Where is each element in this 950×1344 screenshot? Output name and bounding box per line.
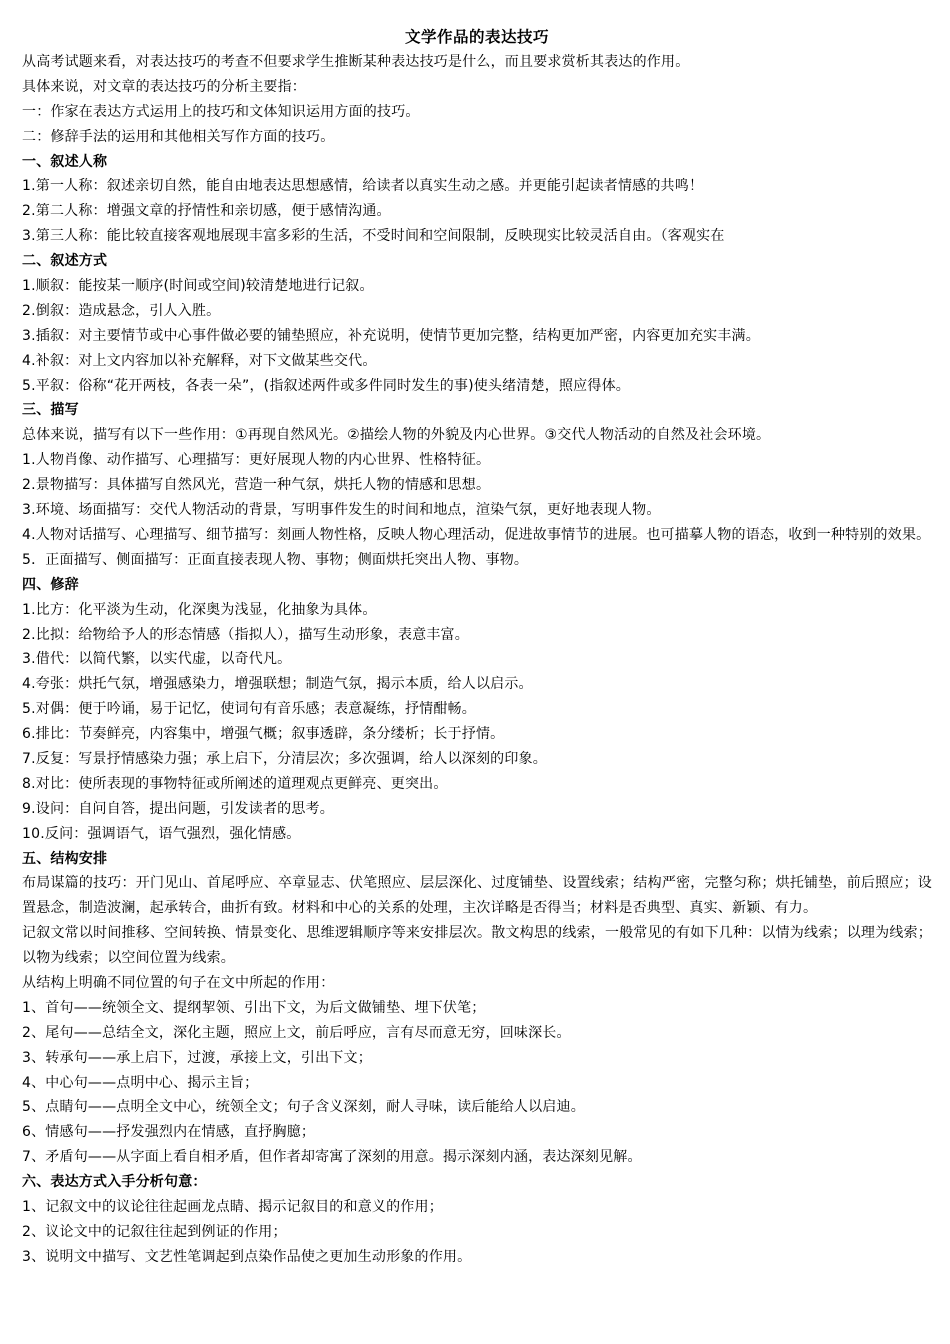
- text-line: 5．正面描写、侧面描写：正面直接表现人物、事物；侧面烘托突出人物、事物。: [22, 551, 529, 568]
- text-line: 4、中心句——点明中心、揭示主旨；: [22, 1074, 259, 1091]
- document-body: [22, 50, 932, 1270]
- text-line: 7.反复：写景抒情感染力强；承上启下，分清层次；多次强调，给人以深刻的印象。: [22, 750, 547, 767]
- text-line: 总体来说，描写有以下一些作用：①再现自然风光。②描绘人物的外貌及内心世界。③交代人物活动的自然及社会环境。: [22, 427, 771, 444]
- text-line: 10.反问：强调语气，语气强烈，强化情感。: [22, 825, 301, 842]
- text-line: 9.设问：自问自答，提出问题，引发读者的思考。: [22, 800, 334, 817]
- section-heading: 二、叙述方式: [22, 253, 108, 270]
- text-line: 2.比拟：给物给予人的形态情感（指拟人），描写生动形象，表意丰富。: [22, 626, 469, 643]
- text-line: 2.倒叙：造成悬念，引人入胜。: [22, 302, 221, 319]
- text-line: 6.排比：节奏鲜亮，内容集中，增强气概；叙事透辟，条分缕析；长于抒情。: [22, 726, 505, 743]
- text-line: 从高考试题来看，对表达技巧的考查不但要求学生推断某种表达技巧是什么，而且要求赏析其表达的作用。: [22, 54, 690, 70]
- section-heading: 三、描写: [22, 402, 79, 419]
- text-line: 6、情感句——抒发强烈内在情感，直抒胸臆；: [22, 1124, 316, 1141]
- section-heading: 四、修辞: [22, 576, 79, 593]
- text-line: 3、说明文中描写、文艺性笔调起到点染作品使之更加生动形象的作用。: [22, 1248, 472, 1265]
- text-line: 3.环境、场面描写：交代人物活动的背景，写明事件发生的时间和地点，渲染气氛，更好地表现人物。: [22, 502, 661, 519]
- text-line: 记叙文常以时间推移、空间转换、情景变化、思维逻辑顺序等来安排层次。散文构思的线索，一般常见的有如下几种：以情为线索；以理为线索；以物为线索；以空间位置为线索。: [22, 925, 932, 967]
- text-line: 4.补叙：对上文内容加以补充解释，对下文做某些交代。: [22, 352, 377, 369]
- text-line: 从结构上明确不同位置的句子在文中所起的作用：: [22, 975, 335, 992]
- text-line: 3.插叙：对主要情节或中心事件做必要的铺垫照应，补充说明，使情节更加完整，结构更加严密，内容更加充实丰满。: [22, 327, 760, 344]
- text-line: 1、首句——统领全文、提纲挈领、引出下文，为后文做铺垫、埋下伏笔；: [22, 999, 486, 1016]
- text-line: 7、矛盾句——从字面上看自相矛盾，但作者却寄寓了深刻的用意。揭示深刻内涵，表达深刻见解。: [22, 1149, 642, 1166]
- text-line: 一：作家在表达方式运用上的技巧和文体知识运用方面的技巧。: [22, 103, 420, 120]
- text-line: 5、点睛句——点明全文中心，统领全文；句子含义深刻，耐人寻味，读后能给人以启迪。: [22, 1099, 585, 1116]
- section-heading: 一、叙述人称: [22, 153, 108, 170]
- page-title: 文学作品的表达技巧: [404, 28, 549, 46]
- text-line: 5.平叙：俗称“花开两枝，各表一朵”，(指叙述两件或多件同时发生的事)使头绪清楚，照应得体。: [22, 377, 630, 394]
- section-heading: 六、表达方式入手分析句意：: [22, 1174, 207, 1191]
- text-line: 2、议论文中的记叙往往起到例证的作用；: [22, 1223, 287, 1240]
- text-line: 3、转承句——承上启下，过渡，承接上文，引出下文；: [22, 1049, 372, 1066]
- text-line: 2.景物描写：具体描写自然风光，营造一种气氛，烘托人物的情感和思想。: [22, 477, 491, 494]
- text-line: 1.顺叙：能按某一顺序(时间或空间)较清楚地进行记叙。: [22, 278, 374, 295]
- text-line: 1.比方：化平淡为生动，化深奥为浅显，化抽象为具体。: [22, 601, 377, 618]
- text-line: 2、尾句——总结全文，深化主题，照应上文，前后呼应，言有尽而意无穷，回味深长。: [22, 1024, 571, 1041]
- text-line: 4.人物对话描写、心理描写、细节描写：刻画人物性格，反映人物心理活动，促进故事情节的进展。也可描摹人物的语态，收到一种特别的效果。: [22, 526, 931, 543]
- text-line: 1、记叙文中的议论往往起画龙点睛、揭示记叙目的和意义的作用；: [22, 1199, 443, 1216]
- text-line: 8.对比：使所表现的事物特征或所阐述的道理观点更鲜亮、更突出。: [22, 775, 448, 792]
- text-line: 布局谋篇的技巧：开门见山、首尾呼应、卒章显志、伏笔照应、层层深化、过度铺垫、设置线索；结构严密，完整匀称；烘托铺垫，前后照应；设置悬念，制造波澜，起承转合，曲折有致。材料和中心的关系的处理，主次详略是否得当；材料是否典型、真实、新颖、有力。: [22, 875, 932, 917]
- text-line: 5.对偶：便于吟诵，易于记忆，使词句有音乐感；表意凝练，抒情酣畅。: [22, 701, 476, 718]
- text-line: 1.人物肖像、动作描写、心理描写：更好展现人物的内心世界、性格特征。: [22, 452, 491, 469]
- text-line: 3.第三人称：能比较直接客观地展现丰富多彩的生活，不受时间和空间限制，反映现实比较灵活自由。（客观实在: [22, 228, 725, 245]
- text-line: 具体来说，对文章的表达技巧的分析主要指：: [22, 78, 306, 95]
- section-heading: 五、结构安排: [22, 850, 108, 867]
- text-line: 3.借代：以简代繁，以实代虚，以奇代凡。: [22, 651, 292, 668]
- text-line: 2.第二人称：增强文章的抒情性和亲切感，便于感情沟通。: [22, 203, 391, 220]
- text-line: 1.第一人称：叙述亲切自然，能自由地表达思想感情，给读者以真实生动之感。并更能引起读者情感的共鸣！: [22, 178, 704, 195]
- text-line: 4.夸张：烘托气氛，增强感染力，增强联想；制造气氛，揭示本质，给人以启示。: [22, 676, 533, 693]
- text-line: 二：修辞手法的运用和其他相关写作方面的技巧。: [22, 128, 335, 145]
